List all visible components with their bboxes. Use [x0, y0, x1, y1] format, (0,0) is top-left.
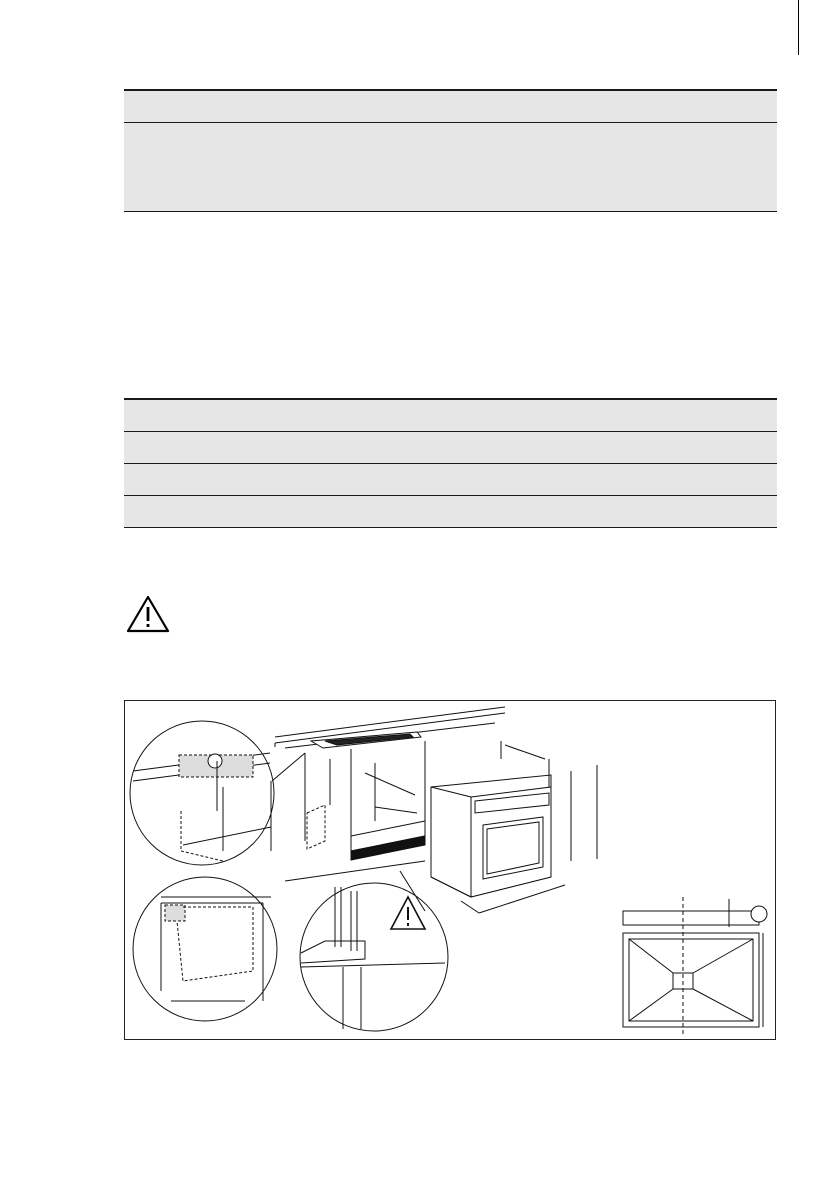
crop-mark: [798, 0, 799, 55]
table-cell: [124, 496, 451, 528]
detail-circle-ventilation: [300, 871, 448, 1031]
oven: [431, 741, 597, 913]
table-row: [124, 90, 777, 123]
oven-front-view: [623, 897, 767, 1035]
table-row: [124, 464, 777, 496]
table-row: [124, 432, 777, 464]
warning-triangle-icon: [126, 595, 170, 633]
table-cell: [124, 123, 451, 212]
table-cell: [451, 432, 778, 464]
table-row: [124, 399, 777, 432]
table-cell: [451, 496, 778, 528]
table-row: [124, 123, 777, 212]
countertop: [275, 707, 505, 748]
spec-table-bottom: [124, 398, 777, 528]
table-cell: [124, 399, 451, 432]
table-cell: [451, 464, 778, 496]
table-cell: [451, 399, 778, 432]
table-cell: [124, 464, 451, 496]
table-cell: [124, 432, 451, 464]
table-cell: [451, 123, 778, 212]
spec-table-top: [124, 89, 777, 212]
cabinet: [285, 741, 425, 881]
installation-diagram: [124, 700, 776, 1040]
table-cell: [451, 90, 778, 123]
table-cell: [124, 90, 451, 123]
table-row: [124, 496, 777, 528]
hob: [311, 732, 421, 748]
detail-circle-cutout: [133, 877, 277, 1021]
